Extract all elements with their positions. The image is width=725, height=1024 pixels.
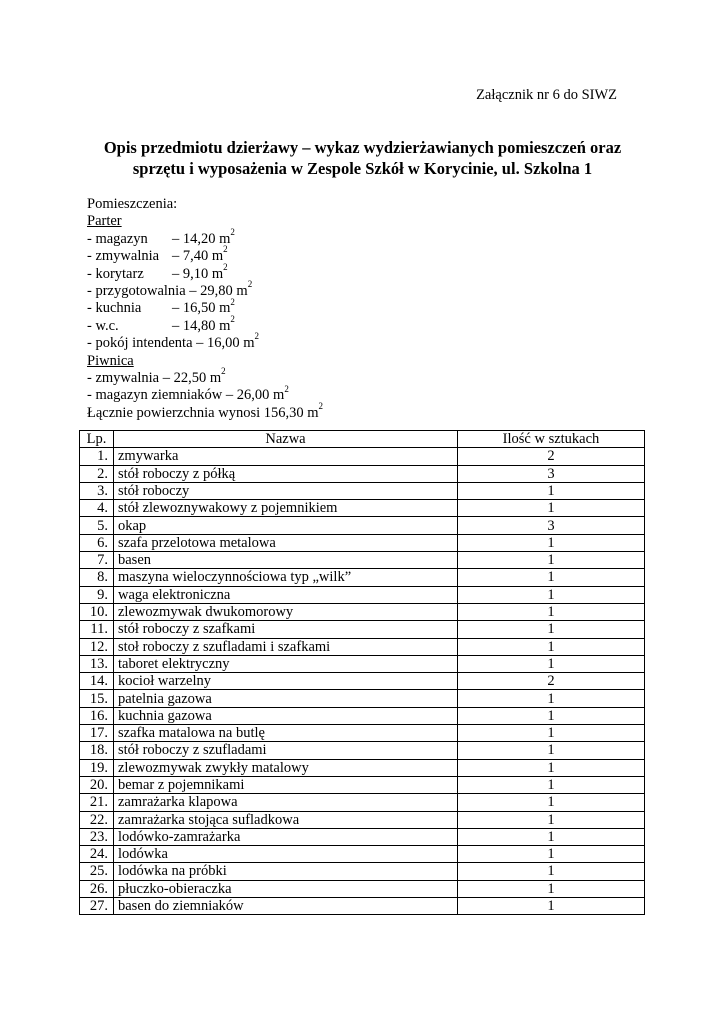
cell-lp: 10. xyxy=(80,603,114,620)
cell-name: stoł roboczy z szufladami i szafkami xyxy=(114,638,458,655)
cell-lp: 27. xyxy=(80,898,114,915)
cell-lp: 12. xyxy=(80,638,114,655)
table-header-row xyxy=(80,431,645,448)
table-row xyxy=(80,448,645,465)
cell-name: okap xyxy=(114,517,458,534)
cell-name: lodówka xyxy=(114,846,458,863)
table-row xyxy=(80,603,645,620)
table-row xyxy=(80,776,645,793)
cell-qty: 1 xyxy=(458,898,645,915)
table-row xyxy=(80,500,645,517)
cell-name: zamrażarka klapowa xyxy=(114,794,458,811)
room-name: - magazyn ziemniaków xyxy=(87,387,223,404)
cell-qty: 1 xyxy=(458,586,645,603)
cell-lp: 1. xyxy=(80,448,114,465)
table-row xyxy=(80,552,645,569)
cell-qty: 2 xyxy=(458,673,645,690)
room-name: - korytarz xyxy=(87,265,144,282)
cell-qty: 1 xyxy=(458,794,645,811)
title-line-2: sprzętu i wyposażenia w Zespole Szkół w Korycinie, ul. Szkolna 1 xyxy=(132,159,593,178)
table-row xyxy=(80,811,645,828)
room-area: – 9,10 m xyxy=(172,265,224,282)
table-row xyxy=(80,828,645,845)
cell-name: basen do ziemniaków xyxy=(114,898,458,915)
cell-qty: 1 xyxy=(458,707,645,724)
cell-qty: 1 xyxy=(458,811,645,828)
cell-lp: 22. xyxy=(80,811,114,828)
room-area-sup: 2 xyxy=(284,383,289,394)
title-line-1: Opis przedmiotu dzierżawy – wykaz wydzierżawianych pomieszczeń oraz xyxy=(103,138,622,157)
room-name: - kuchnia xyxy=(87,300,142,317)
cell-name: zlewozmywak zwykły matalowy xyxy=(114,759,458,776)
total-area-sup: 2 xyxy=(318,401,324,412)
cell-qty: 1 xyxy=(458,863,645,880)
room-area-sup: 2 xyxy=(221,366,226,377)
equipment-table xyxy=(79,430,645,915)
cell-lp: 4. xyxy=(80,500,114,517)
room-area-sup: 2 xyxy=(230,296,235,307)
cell-name: zlewozmywak dwukomorowy xyxy=(114,603,458,620)
table-row xyxy=(80,880,645,897)
cell-name: kuchnia gazowa xyxy=(114,707,458,724)
room-area-sup: 2 xyxy=(223,261,228,272)
cell-lp: 25. xyxy=(80,863,114,880)
room-area: – 16,50 m xyxy=(172,300,231,317)
room-item xyxy=(87,279,323,300)
cell-lp: 3. xyxy=(80,482,114,499)
rooms-list xyxy=(87,196,323,422)
cell-lp: 18. xyxy=(80,742,114,759)
table-row xyxy=(80,690,645,707)
cell-qty: 1 xyxy=(458,846,645,863)
table-row xyxy=(80,794,645,811)
annex-label: Załącznik nr 6 do SIWZ xyxy=(476,87,617,103)
cell-qty: 1 xyxy=(458,880,645,897)
cell-name: stół zlewoznywakowy z pojemnikiem xyxy=(114,500,458,517)
table-row xyxy=(80,482,645,499)
header-qty: Ilość w sztukach xyxy=(458,431,645,448)
cell-name: płuczko-obieraczka xyxy=(114,880,458,897)
room-item xyxy=(87,331,323,352)
table-row xyxy=(80,465,645,482)
cell-qty: 1 xyxy=(458,638,645,655)
cell-name: taboret elektryczny xyxy=(114,655,458,672)
cell-name: lodówka na próbki xyxy=(114,863,458,880)
cell-name: zamrażarka stojąca sufladkowa xyxy=(114,811,458,828)
cell-lp: 5. xyxy=(80,517,114,534)
cell-qty: 1 xyxy=(458,776,645,793)
piwnica-rooms xyxy=(87,366,323,405)
cell-qty: 1 xyxy=(458,742,645,759)
cell-lp: 26. xyxy=(80,880,114,897)
document-title xyxy=(60,137,665,179)
cell-qty: 1 xyxy=(458,690,645,707)
cell-qty: 1 xyxy=(458,569,645,586)
cell-name: zmywarka xyxy=(114,448,458,465)
table-row xyxy=(80,586,645,603)
total-area xyxy=(87,401,324,422)
rooms-heading: Pomieszczenia: xyxy=(87,196,178,212)
cell-lp: 16. xyxy=(80,707,114,724)
cell-qty: 1 xyxy=(458,482,645,499)
table-row xyxy=(80,742,645,759)
table-row xyxy=(80,517,645,534)
cell-lp: 24. xyxy=(80,846,114,863)
cell-lp: 8. xyxy=(80,569,114,586)
table-row xyxy=(80,673,645,690)
room-item xyxy=(87,244,323,265)
header-name: Nazwa xyxy=(114,431,458,448)
room-area-sup: 2 xyxy=(223,244,228,255)
cell-name: szafa przelotowa metalowa xyxy=(114,534,458,551)
table-row xyxy=(80,863,645,880)
cell-lp: 17. xyxy=(80,725,114,742)
parter-rooms xyxy=(87,226,323,353)
table-row xyxy=(80,638,645,655)
cell-qty: 1 xyxy=(458,621,645,638)
cell-qty: 3 xyxy=(458,465,645,482)
room-area: – 14,80 m xyxy=(172,317,231,334)
table-row xyxy=(80,621,645,638)
table-body xyxy=(80,448,645,915)
cell-qty: 1 xyxy=(458,828,645,845)
cell-lp: 9. xyxy=(80,586,114,603)
room-area: – 16,00 m xyxy=(196,335,255,352)
room-area-sup: 2 xyxy=(254,331,260,342)
cell-name: basen xyxy=(114,552,458,569)
cell-name: szafka matalowa na butlę xyxy=(114,725,458,742)
cell-lp: 15. xyxy=(80,690,114,707)
cell-lp: 14. xyxy=(80,673,114,690)
room-item xyxy=(87,296,323,317)
cell-name: waga elektroniczna xyxy=(114,586,458,603)
room-area: – 26,00 m xyxy=(225,387,285,404)
cell-name: bemar z pojemnikami xyxy=(114,776,458,793)
room-name: - zmywalnia xyxy=(87,248,160,265)
cell-name: kocioł warzelny xyxy=(114,673,458,690)
cell-name: stół roboczy z półką xyxy=(114,465,458,482)
room-name: - zmywalnia xyxy=(87,370,160,387)
cell-qty: 1 xyxy=(458,603,645,620)
room-name: - w.c. xyxy=(87,317,119,334)
cell-name: lodówko-zamrażarka xyxy=(114,828,458,845)
room-area: – 14,20 m xyxy=(172,230,231,247)
room-area: – 29,80 m xyxy=(189,283,248,300)
cell-name: stół roboczy z szafkami xyxy=(114,621,458,638)
cell-qty: 1 xyxy=(458,534,645,551)
table-row xyxy=(80,898,645,915)
cell-qty: 1 xyxy=(458,655,645,672)
table-row xyxy=(80,534,645,551)
parter-label: Parter xyxy=(87,213,122,230)
cell-qty: 1 xyxy=(458,725,645,742)
room-area-sup: 2 xyxy=(247,279,253,290)
table-row xyxy=(80,569,645,586)
cell-lp: 7. xyxy=(80,552,114,569)
cell-lp: 20. xyxy=(80,776,114,793)
cell-qty: 2 xyxy=(458,448,645,465)
room-name: - pokój intendenta xyxy=(87,335,193,352)
cell-name: patelnia gazowa xyxy=(114,690,458,707)
room-item xyxy=(87,226,323,248)
table-row xyxy=(80,707,645,724)
room-item xyxy=(87,261,323,283)
cell-lp: 11. xyxy=(80,621,114,638)
cell-name: stół roboczy xyxy=(114,482,458,499)
cell-qty: 3 xyxy=(458,517,645,534)
cell-qty: 1 xyxy=(458,759,645,776)
cell-lp: 6. xyxy=(80,534,114,551)
room-area-sup: 2 xyxy=(230,226,235,237)
cell-qty: 1 xyxy=(458,552,645,569)
room-item xyxy=(87,314,323,335)
room-area: – 7,40 m xyxy=(172,248,224,265)
room-item xyxy=(87,383,323,404)
cell-lp: 13. xyxy=(80,655,114,672)
header-lp: Lp. xyxy=(80,431,114,448)
cell-lp: 2. xyxy=(80,465,114,482)
table-row xyxy=(80,655,645,672)
cell-lp: 23. xyxy=(80,828,114,845)
piwnica-label: Piwnica xyxy=(87,352,134,369)
table-row xyxy=(80,725,645,742)
room-area-sup: 2 xyxy=(230,314,235,325)
room-area: – 22,50 m xyxy=(162,370,222,387)
room-name: - przygotowalnia xyxy=(87,283,186,300)
table-row xyxy=(80,759,645,776)
cell-lp: 19. xyxy=(80,759,114,776)
cell-qty: 1 xyxy=(458,500,645,517)
cell-lp: 21. xyxy=(80,794,114,811)
cell-name: stół roboczy z szufladami xyxy=(114,742,458,759)
table-row xyxy=(80,846,645,863)
cell-name: maszyna wieloczynnościowa typ „wilk” xyxy=(114,569,458,586)
total-area-text: Łącznie powierzchnia wynosi 156,30 m xyxy=(87,404,319,421)
room-name: - magazyn xyxy=(87,230,148,247)
